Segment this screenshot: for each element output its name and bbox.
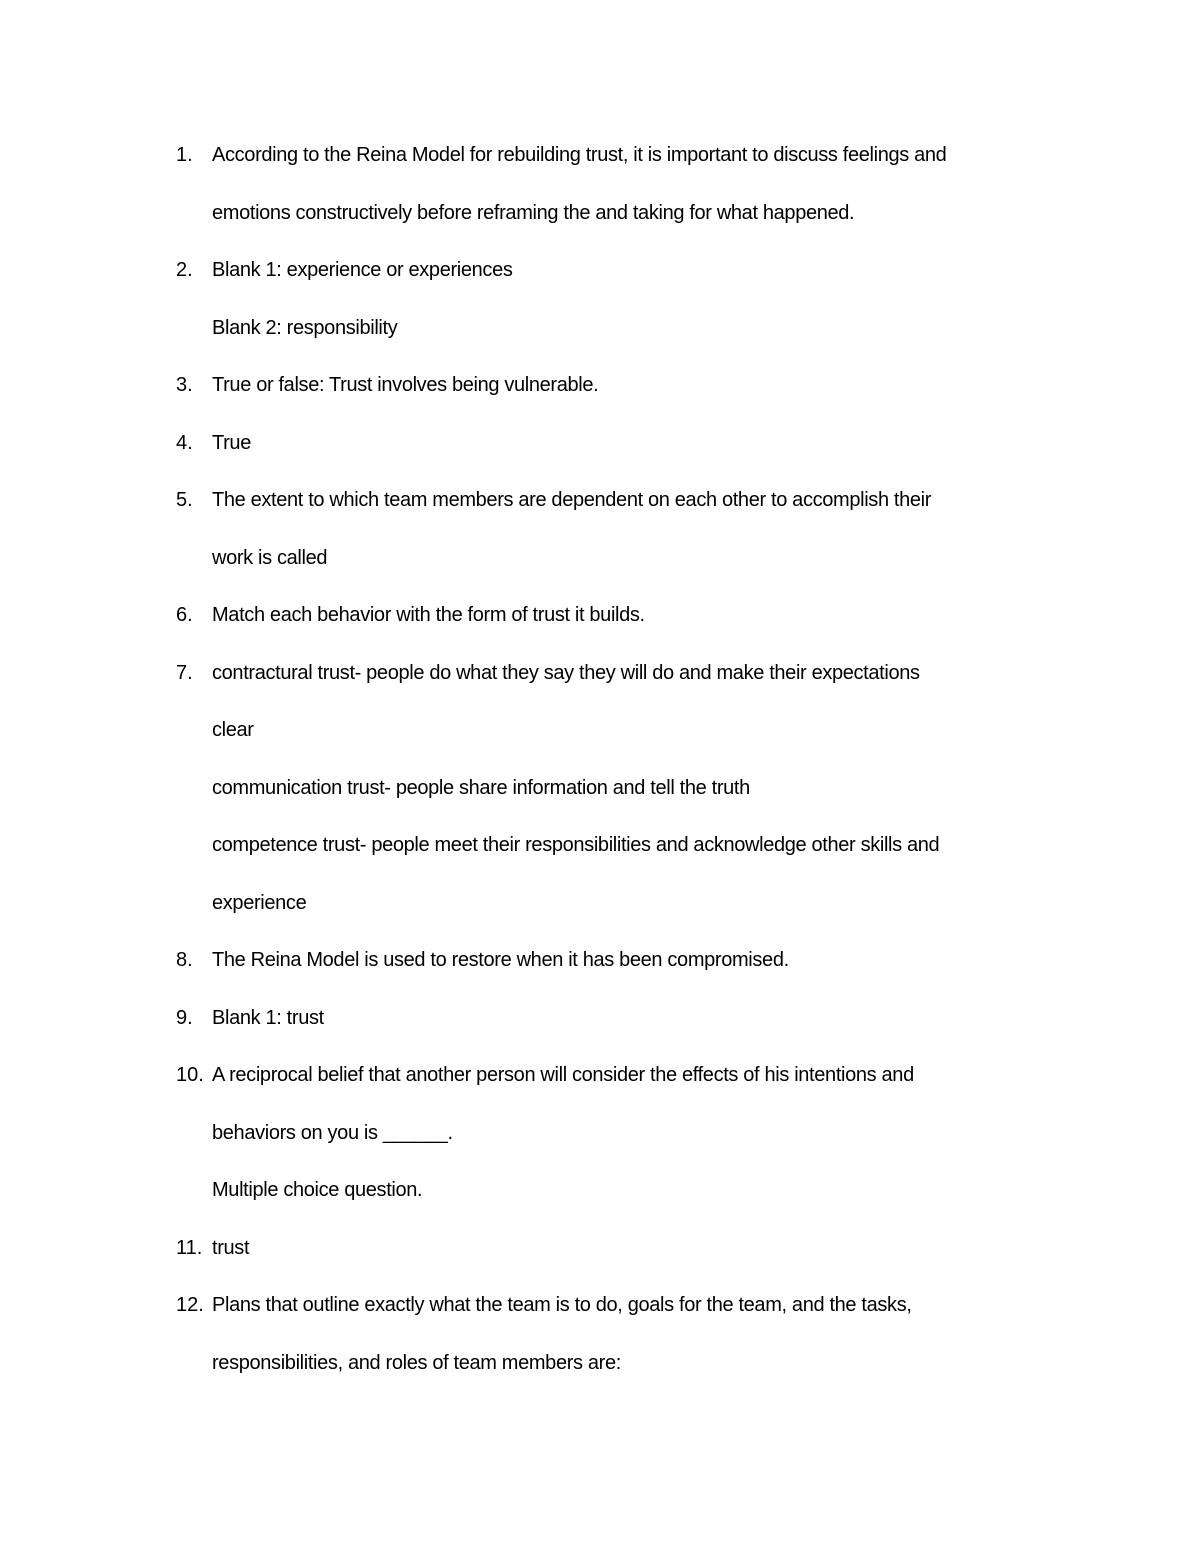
list-item-text-line: The Reina Model is used to restore when it has been compromised. bbox=[212, 949, 789, 971]
list-item-text-line: work is called bbox=[212, 546, 328, 569]
list-item-text-line: responsibilities, and roles of team members are: bbox=[212, 1351, 621, 1374]
list-item-text-line: Multiple choice question. bbox=[212, 1179, 423, 1201]
numbered-list bbox=[0, 127, 1200, 1392]
list-item-number: 11. bbox=[176, 1236, 203, 1259]
list-item-number: 8. bbox=[176, 949, 193, 971]
list-item-text-line: emotions constructively before reframing the and taking for what happened. bbox=[212, 201, 855, 224]
list-item-text-line: Match each behavior with the form of trust it builds. bbox=[212, 604, 645, 626]
list-item bbox=[0, 587, 1200, 645]
list-item-text-line: Plans that outline exactly what the team is to do, goals for the team, and the tasks, bbox=[212, 1294, 912, 1316]
list-item bbox=[0, 990, 1200, 1048]
list-item-text-line: competence trust- people meet their responsibilities and acknowledge other skills and bbox=[212, 834, 940, 856]
list-item-text-line: Blank 1: trust bbox=[212, 1006, 324, 1029]
list-item-text-line: Blank 2: responsibility bbox=[212, 316, 398, 339]
list-item-number: 7. bbox=[176, 661, 193, 684]
list-item-number: 5. bbox=[176, 489, 193, 511]
list-item-text-line: True bbox=[212, 431, 251, 454]
list-item bbox=[0, 1220, 1200, 1278]
list-item-text-line: trust bbox=[212, 1236, 250, 1259]
list-item-text-line: According to the Reina Model for rebuilding trust, it is important to discuss feelings and bbox=[212, 144, 947, 166]
list-item-number: 10. bbox=[176, 1064, 204, 1086]
list-item-text-line: Blank 1: experience or experiences bbox=[212, 259, 513, 281]
list-item bbox=[0, 415, 1200, 473]
list-item-text-line: behaviors on you is ______. bbox=[212, 1121, 453, 1144]
list-item-number: 9. bbox=[176, 1006, 193, 1029]
list-item-number: 2. bbox=[176, 259, 193, 281]
list-item bbox=[0, 472, 1200, 587]
list-item-text-line: A reciprocal belief that another person will consider the effects of his intentions and bbox=[212, 1064, 914, 1086]
list-item-text-line: contractural trust- people do what they say they will do and make their expectations bbox=[212, 661, 920, 684]
list-item-number: 12. bbox=[176, 1294, 204, 1316]
list-item-number: 1. bbox=[176, 144, 193, 166]
list-item bbox=[0, 357, 1200, 415]
list-item-number: 4. bbox=[176, 431, 193, 454]
list-item bbox=[0, 645, 1200, 933]
list-item bbox=[0, 932, 1200, 990]
list-item-text-line: clear bbox=[212, 719, 254, 741]
list-item-number: 3. bbox=[176, 374, 193, 396]
list-item-text-line: The extent to which team members are dependent on each other to accomplish their bbox=[212, 489, 932, 511]
list-item-text-line: communication trust- people share information and tell the truth bbox=[212, 776, 750, 799]
list-item bbox=[0, 1047, 1200, 1220]
list-item bbox=[0, 242, 1200, 357]
list-item-text-line: experience bbox=[212, 891, 307, 914]
list-item-number: 6. bbox=[176, 604, 193, 626]
list-item-text-line: True or false: Trust involves being vulnerable. bbox=[212, 374, 599, 396]
list-item bbox=[0, 1277, 1200, 1392]
list-item bbox=[0, 127, 1200, 242]
